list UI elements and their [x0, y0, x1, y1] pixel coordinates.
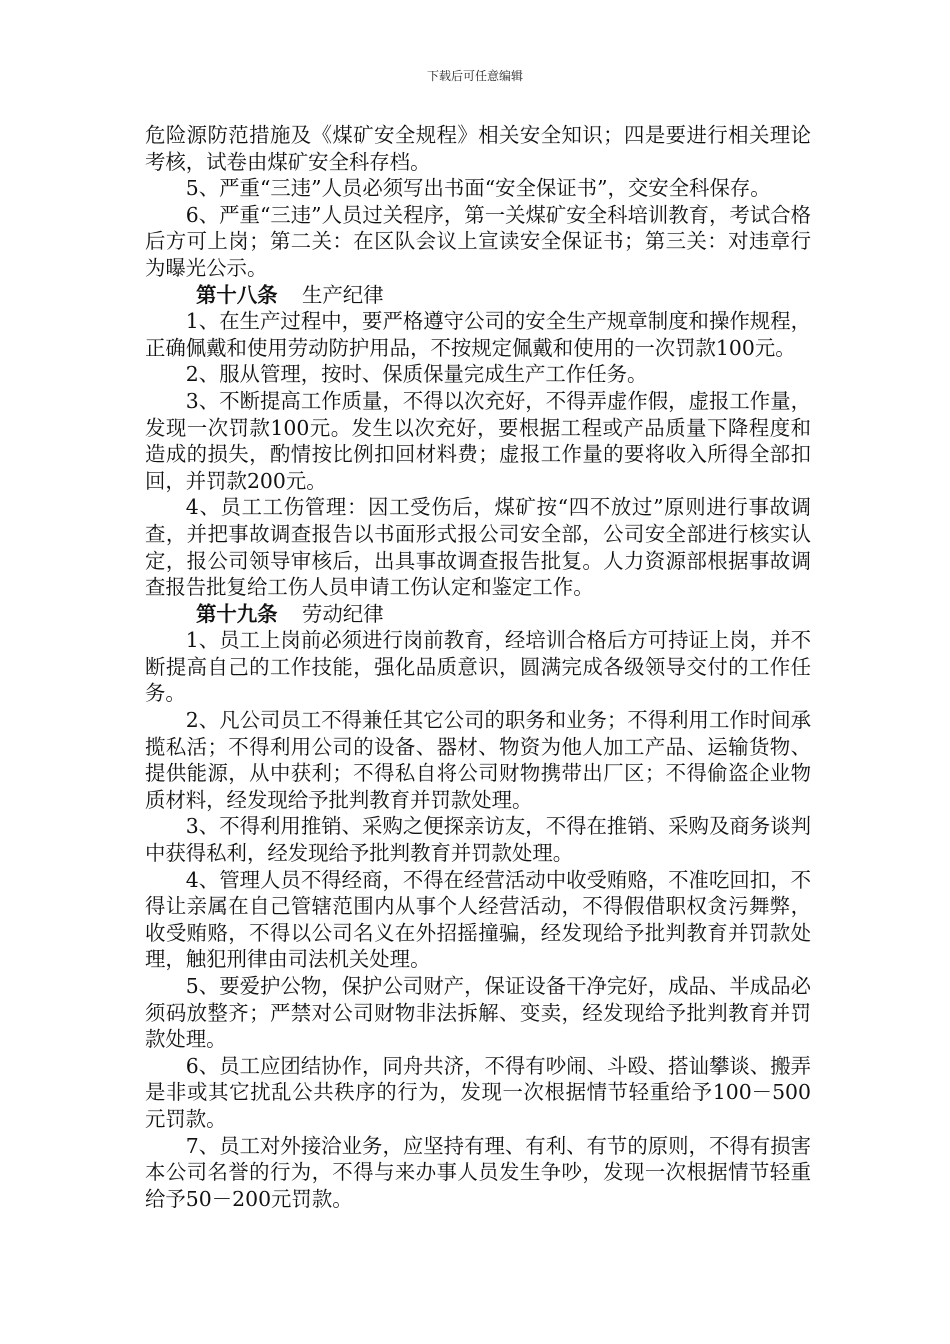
article-19-item-3: 3、不得利用推销、采购之便探亲访友，不得在推销、采购及商务谈判中获得私利，经发现给予批判教育并罚款处理。	[145, 814, 811, 866]
article-18-item-4: 4、员工工伤管理：因工受伤后，煤矿按“四不放过”原则进行事故调查，并把事故调查报告以书面形式报公司安全部，公司安全部进行核实认定，报公司领导审核后，出具事故调查报告批复。人力资源部根据事故调查报告批复给工伤人员申请工伤认定和鉴定工作。	[145, 495, 811, 600]
article-19-item-6: 6、员工应团结协作，同舟共济，不得有吵闹、斗殴、搭讪攀谈、搬弄是非或其它扰乱公共秩序的行为，发现一次根据情节轻重给予100－500元罚款。	[145, 1053, 811, 1131]
article-19-number: 第十九条	[196, 601, 278, 626]
article-18-number: 第十八条	[196, 282, 278, 307]
page-header-note: 下载后可任意编辑	[426, 69, 523, 83]
document-body	[145, 122, 811, 1212]
article-18-item-2: 2、服从管理，按时、保质保量完成生产工作任务。	[185, 362, 648, 387]
article-19-item-4: 4、管理人员不得经商，不得在经营活动中收受贿赂，不准吃回扣，不得让亲属在自己管辖范围内从事个人经营活动，不得假借职权贪污舞弊，收受贿赂，不得以公司名义在外招摇撞骗，经发现给予批判教育并罚款处理，触犯刑律由司法机关处理。	[145, 867, 811, 972]
article-19-title: 劳动纪律	[302, 601, 384, 626]
article-19-item-5: 5、要爱护公物，保护公司财产，保证设备干净完好，成品、半成品必须码放整齐；严禁对公司财物非法拆解、变卖，经发现给予批判教育并罚款处理。	[145, 974, 811, 1052]
article-18-title: 生产纪律	[302, 282, 384, 307]
article-18-item-3: 3、不断提高工作质量，不得以次充好，不得弄虚作假，虚报工作量，发现一次罚款100元。发生以次充好，要根据工程或产品质量下降程度和造成的损失，酌情按比例扣回材料费；虚报工作量的要将收入所得全部扣回，并罚款200元。	[145, 388, 811, 493]
paragraph-continued: 危险源防范措施及《煤矿安全规程》相关安全知识；四是要进行相关理论考核，试卷由煤矿安全科存档。	[145, 123, 811, 174]
article-19-heading	[145, 601, 811, 628]
paragraph-item-6: 6、严重“三违”人员过关程序，第一关煤矿安全科培训教育，考试合格后方可上岗；第二关：在区队会议上宣读安全保证书；第三关：对违章行为曝光公示。	[145, 202, 811, 280]
article-18-heading	[145, 282, 811, 309]
paragraph-item-5: 5、严重“三违”人员必须写出书面“安全保证书”，交安全科保存。	[185, 176, 771, 201]
article-19-item-2: 2、凡公司员工不得兼任其它公司的职务和业务；不得利用工作时间承揽私活；不得利用公司的设备、器材、物资为他人加工产品、运输货物、提供能源，从中获利；不得私自将公司财物携带出厂区；不得偷盗企业物质材料，经发现给予批判教育并罚款处理。	[145, 708, 811, 812]
article-18-item-1: 1、在生产过程中，要严格遵守公司的安全生产规章制度和操作规程，正确佩戴和使用劳动防护用品，不按规定佩戴和使用的一次罚款100元。	[145, 309, 811, 360]
article-19-item-1: 1、员工上岗前必须进行岗前教育，经培训合格后方可持证上岗，并不断提高自己的工作技能，强化品质意识，圆满完成各级领导交付的工作任务。	[145, 628, 811, 706]
article-19-item-7: 7、员工对外接洽业务，应坚持有理、有利、有节的原则，不得有损害本公司名誉的行为，不得与来办事人员发生争吵，发现一次根据情节轻重给予50－200元罚款。	[145, 1133, 811, 1211]
